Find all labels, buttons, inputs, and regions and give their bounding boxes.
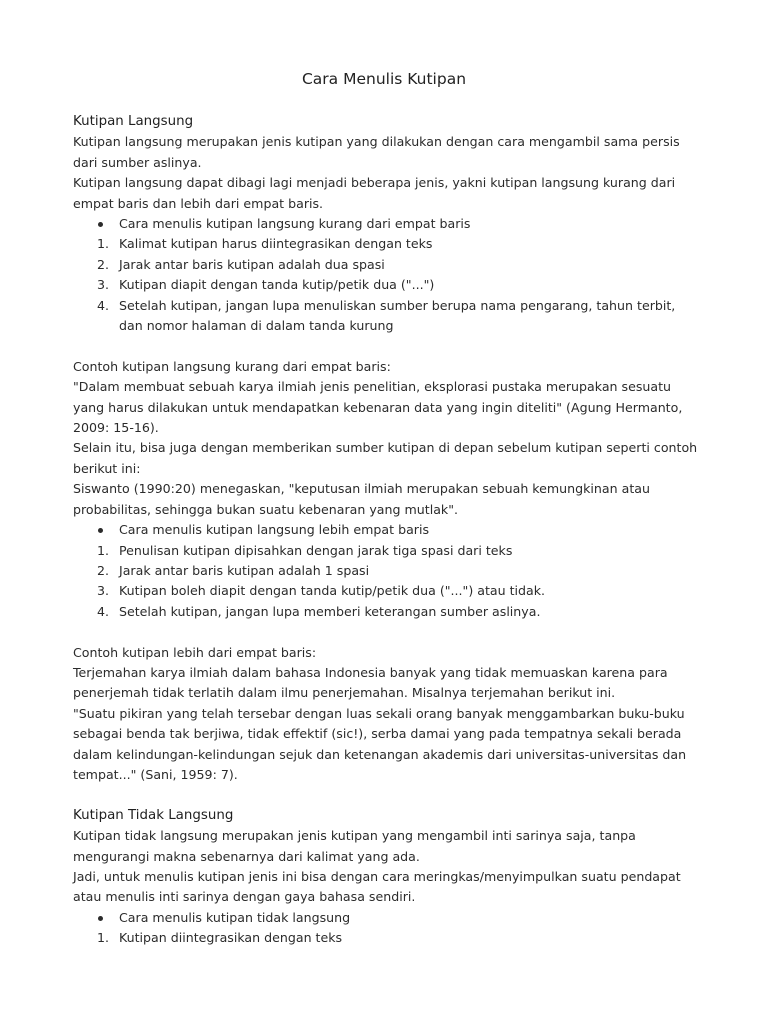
list-text: Kutipan diapit dengan tanda kutip/petik dua ("...")	[119, 277, 435, 293]
paragraph: Selain itu, bisa juga dengan memberikan sumber kutipan di depan sebelum kutipan seperti contoh berikut ini:	[73, 440, 698, 476]
list-item	[73, 275, 698, 295]
section-heading-kutipan-tidak-langsung: Kutipan Tidak Langsung	[73, 807, 234, 823]
paragraph: Terjemahan karya ilmiah dalam bahasa Indonesia banyak yang tidak memuaskan karena para penerjemah tidak terlatih dalam ilmu penerjemahan. Misalnya terjemahan berikut ini.	[73, 664, 668, 701]
bullet-item	[73, 908, 698, 928]
list-number: 1.	[97, 930, 110, 946]
list-number: 1.	[97, 542, 110, 558]
bullet-icon	[98, 916, 103, 921]
section-heading-kutipan-langsung: Kutipan Langsung	[73, 114, 194, 129]
bullet-list	[73, 520, 698, 540]
list-text: Setelah kutipan, jangan lupa menuliskan sumber berupa nama pengarang, tahun terbit, dan nomor halaman di dalam tanda kurung	[119, 297, 676, 334]
example-label: Contoh kutipan langsung kurang dari empat baris:	[73, 358, 391, 374]
list-text: Jarak antar baris kutipan adalah dua spasi	[119, 256, 385, 272]
list-item	[73, 928, 698, 948]
list-item	[73, 296, 698, 337]
list-text: Jarak antar baris kutipan adalah 1 spasi	[119, 562, 370, 578]
list-text: Kutipan boleh diapit dengan tanda kutip/petik dua ("...") atau tidak.	[119, 583, 546, 599]
list-item	[73, 561, 698, 581]
bullet-list	[73, 908, 698, 928]
list-number: 2.	[97, 256, 110, 272]
spacer	[73, 336, 698, 356]
bullet-text: Cara menulis kutipan langsung kurang dari empat baris	[119, 216, 471, 232]
document-body	[73, 112, 698, 949]
example-quote: Siswanto (1990:20) menegaskan, "keputusan ilmiah merupakan sebuah kemungkinan atau probabilitas, sehingga bukan suatu kebenaran yang mutlak".	[73, 481, 650, 517]
bullet-item	[73, 520, 698, 540]
spacer	[73, 622, 698, 642]
page-title: Cara Menulis Kutipan	[301, 70, 467, 88]
list-item	[73, 602, 698, 622]
example-quote: "Dalam membuat sebuah karya ilmiah jenis penelitian, eksplorasi pustaka merupakan sesuatu yang harus dilakukan untuk mendapatkan kebenaran data yang ingin diteliti" (Agung Hermanto, 2009: 15-16).	[73, 379, 683, 436]
list-item	[73, 255, 698, 275]
list-number: 4.	[97, 603, 110, 619]
bullet-icon	[98, 222, 103, 227]
list-text: Penulisan kutipan dipisahkan dengan jarak tiga spasi dari teks	[119, 542, 513, 558]
spacer	[73, 785, 698, 805]
list-item	[73, 541, 698, 561]
paragraph: Kutipan langsung merupakan jenis kutipan yang dilakukan dengan cara mengambil sama persis dari sumber aslinya.	[73, 134, 680, 170]
example-label: Contoh kutipan lebih dari empat baris:	[73, 644, 317, 660]
list-number: 3.	[97, 277, 110, 293]
list-number: 3.	[97, 583, 110, 599]
numbered-list	[73, 541, 698, 623]
list-item	[73, 234, 698, 254]
bullet-icon	[98, 528, 103, 533]
numbered-list	[73, 928, 698, 948]
list-text: Kalimat kutipan harus diintegrasikan dengan teks	[119, 236, 433, 252]
list-number: 4.	[97, 297, 110, 313]
bullet-text: Cara menulis kutipan tidak langsung	[119, 909, 351, 925]
paragraph: Kutipan tidak langsung merupakan jenis kutipan yang mengambil inti sarinya saja, tanpa mengurangi makna sebenarnya dari kalimat yang ada.	[73, 828, 636, 864]
list-number: 2.	[97, 562, 110, 578]
list-text: Kutipan diintegrasikan dengan teks	[119, 930, 343, 946]
list-item	[73, 581, 698, 601]
paragraph: Jadi, untuk menulis kutipan jenis ini bisa dengan cara meringkas/menyimpulkan suatu pendapat atau menulis inti sarinya dengan gaya bahasa sendiri.	[73, 868, 681, 905]
list-number: 1.	[97, 236, 110, 252]
numbered-list	[73, 234, 698, 336]
bullet-item	[73, 214, 698, 234]
bullet-list	[73, 214, 698, 234]
example-quote: "Suatu pikiran yang telah tersebar dengan luas sekali orang banyak menggambarkan buku-buku sebagai benda tak berjiwa, tidak effektif (sic!), serba damai yang pada tempatnya sekali berada dalam kelindungan-kelindungan sejuk dan ketenangan akademis dari universitas-universitas dan tempat..." (Sani, 1959: 7).	[73, 705, 687, 782]
list-text: Setelah kutipan, jangan lupa memberi keterangan sumber aslinya.	[119, 603, 541, 619]
paragraph: Kutipan langsung dapat dibagi lagi menjadi beberapa jenis, yakni kutipan langsung kurang dari empat baris dan lebih dari empat baris.	[73, 175, 676, 211]
bullet-text: Cara menulis kutipan langsung lebih empat baris	[119, 522, 430, 538]
